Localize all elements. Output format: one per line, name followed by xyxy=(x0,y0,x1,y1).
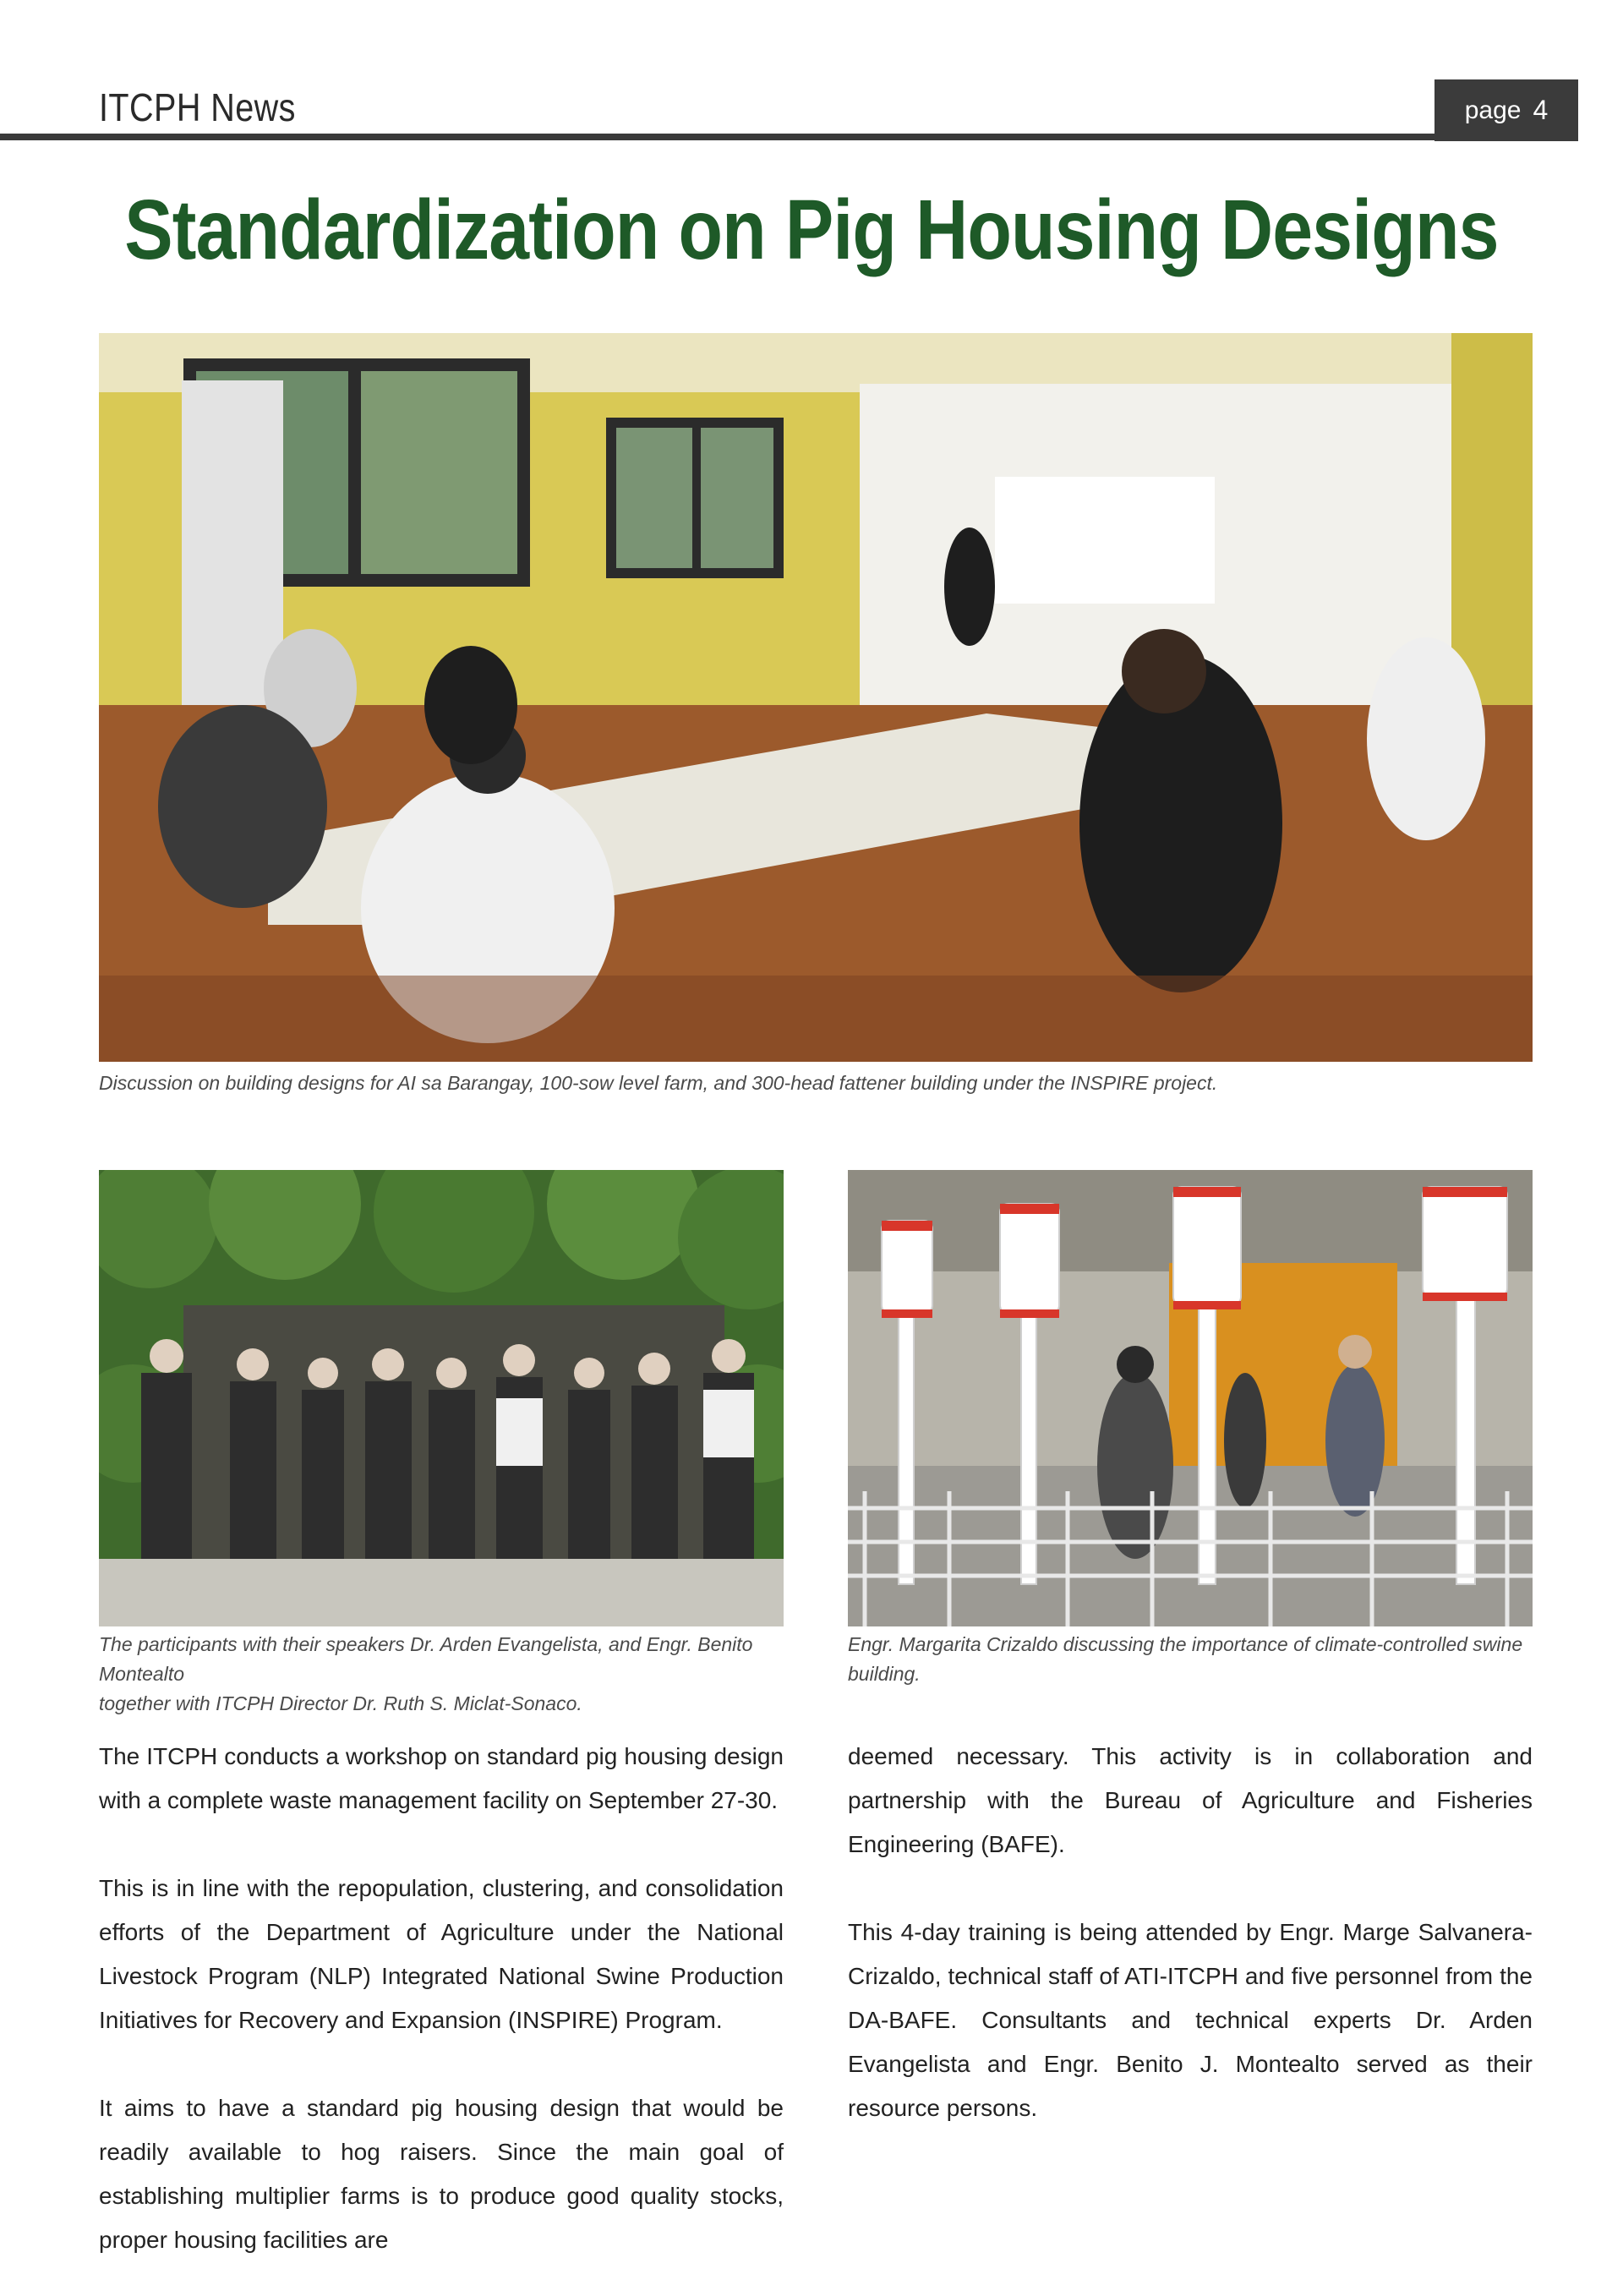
page-number: 4 xyxy=(1533,95,1549,125)
page-label: page xyxy=(1464,96,1522,124)
body-paragraph: deemed necessary. This activity is in collaboration and partnership with the Bureau of Agriculture and Fisheries Engineering (BAFE). xyxy=(848,1743,1533,1857)
header-rule xyxy=(0,134,1577,140)
body-paragraph: It aims to have a standard pig housing design that would be readily available to hog raisers. Since the main goal of establishing multiplier farms is to produce good quality stocks, proper housing facilities are xyxy=(99,2095,784,2253)
swine-building-photo xyxy=(848,1170,1533,1626)
body-paragraph: This 4-day training is being attended by Engr. Marge Salvanera-Crizaldo, technical staff of ATI-ITCPH and five personnel from the DA-BAFE. Consultants and technical experts Dr. Arden Evangelista and Engr. Benito J. Montealto served as their resource persons. xyxy=(848,1919,1533,2121)
swine-building-photo-caption: Engr. Margarita Crizaldo discussing the importance of climate-controlled swine building. xyxy=(848,1633,1523,1685)
body-paragraph: This is in line with the repopulation, clustering, and consolidation efforts of the Department of Agriculture under the National Livestock Program (NLP) Integrated National Swine Production Initiatives for Recovery and Expansion (INSPIRE) Program. xyxy=(99,1875,784,2033)
page-number-tab xyxy=(1434,79,1578,141)
article-body-left-column xyxy=(99,1735,784,2262)
article-title: Standardization on Pig Housing Designs xyxy=(124,183,1499,277)
group-photo xyxy=(99,1170,784,1626)
publication-name: ITCPH News xyxy=(99,85,296,129)
article-body-right-column xyxy=(848,1735,1533,2130)
workshop-photo xyxy=(99,333,1533,1062)
workshop-photo-caption: Discussion on building designs for AI sa Barangay, 100-sow level farm, and 300-head fattener building under the INSPIRE project. xyxy=(99,1072,1218,1094)
group-photo-caption: The participants with their speakers Dr. Arden Evangelista, and Engr. Benito Montealto together with ITCPH Director Dr. Ruth S. Miclat-Sonaco. xyxy=(99,1633,753,1714)
body-paragraph: The ITCPH conducts a workshop on standard pig housing design with a complete waste management facility on September 27-30. xyxy=(99,1743,784,1813)
